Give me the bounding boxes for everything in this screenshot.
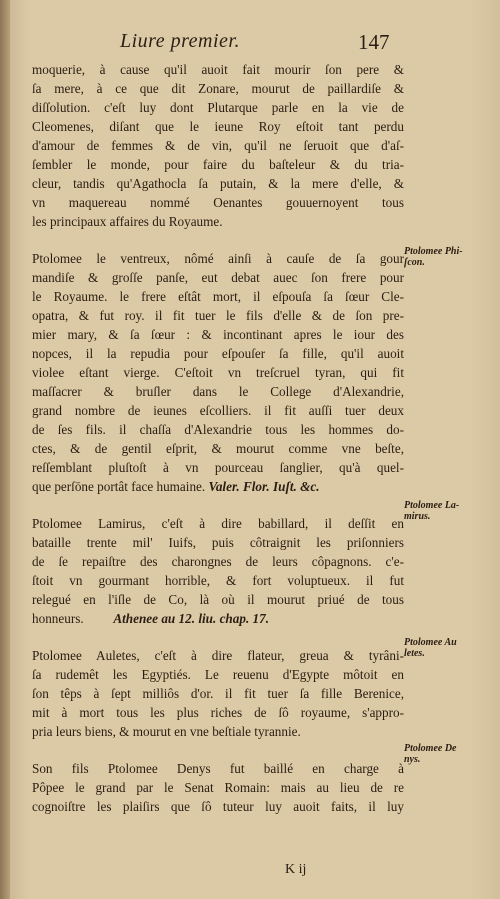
text-line: opatra, & fut roy. il fit tuer le fils d'elle & de ſon pre-: [32, 308, 404, 323]
text-line: d'amour de femmes & de vin, qu'il ne ſeruoit que d'aſ-: [32, 138, 404, 153]
paragraph-ptolomee-physcon: [32, 249, 404, 496]
text-line: Ptolomee le ventreux, nômé ainſi à cauſe de ſa gour: [32, 251, 404, 266]
text-line: Son fils Ptolomee Denys fut baillé en charge à: [32, 761, 404, 776]
citation-reference: Athenee au 12. liu. chap. 17.: [113, 611, 270, 626]
margin-note-physcon: Ptolomee Phi- ſcon.: [404, 246, 463, 268]
paragraph-ptolomee-philopator-end: [32, 60, 404, 231]
signature-mark: K ij: [285, 862, 307, 877]
running-head: Liure premier.: [120, 30, 240, 52]
text-line: diſſolution. c'eſt luy dont Plutarque parle en la vie de: [32, 100, 404, 115]
page-number: 147: [358, 30, 390, 54]
text-line: les principaux affaires du Royaume.: [32, 214, 223, 229]
body-text: [32, 60, 404, 816]
text-line: moquerie, à cause qu'il auoit fait mourir ſon pere &: [32, 62, 404, 77]
text-line: ſtoit vn gourmant horrible, & fort voluptueux. il fut: [32, 573, 404, 588]
text-line: ſembler le monde, pour faire du baſteleur & du tria-: [32, 157, 404, 172]
text-line: pria leurs biens, & mourut en vne beſtiale tyrannie.: [32, 724, 301, 739]
text-line: grand nombre de ieunes eſcolliers. il fit auſſi tuer deux: [32, 403, 404, 418]
margin-note-auletes: Ptolomee Au letes.: [404, 637, 457, 659]
text-line: nopces, il la repudia pour eſpouſer ſa fille, qu'il auoit: [32, 346, 404, 361]
text-line: Cleomenes, diſant que le ieune Roy eſtoit tant perdu: [32, 119, 404, 134]
text-line: de ſe repaiſtre des charongnes de leurs côpagnons. c'e-: [32, 554, 404, 569]
text-line: cleur, tandis qu'Agathocla ſa putain, & la mere d'elle, &: [32, 176, 404, 191]
text-line-content: honneurs.: [32, 611, 84, 626]
text-line: Pôpee le grand par le Senat Romain: mais au lieu de re: [32, 780, 404, 795]
text-line: Ptolomee Lamirus, c'eſt à dire babillard, il deſſit en: [32, 516, 404, 531]
text-line: violee eſtant vierge. C'eſtoit vn treſcruel tyran, qui fit: [32, 365, 404, 380]
text-line: ſon têps à ſept milliôs d'or. il fit tuer ſa fille Berenice,: [32, 686, 404, 701]
text-line: ctes, & de gentil eſprit, & mourut comme vne beſte,: [32, 441, 404, 456]
text-line: vn maquereau nommé Oenantes gouuernoyent tous: [32, 195, 404, 210]
text-line: le Royaume. le frere eſtât mort, il eſpouſa ſa ſœur Cle-: [32, 289, 404, 304]
paragraph-ptolomee-auletes: [32, 646, 404, 741]
text-line: maſſacrer & bruſler dans le College d'Alexandrie,: [32, 384, 404, 399]
text-line: mit à mort tous les plus riches de ſô royaume, s'appro-: [32, 705, 404, 720]
margin-note-lamirus: Ptolomee La- mirus.: [404, 500, 460, 522]
text-line: de ſes fils. il chaſſa d'Alexandrie tous les hommes do-: [32, 422, 404, 437]
paragraph-ptolomee-denys: [32, 759, 404, 816]
text-line-content: que perſōne portât face humaine.: [32, 479, 206, 494]
text-line: [32, 477, 404, 496]
text-line: mier mary, & ſa ſœur : & incontinant apres le iour des: [32, 327, 404, 342]
text-line: [32, 609, 404, 628]
text-line: ſa rudemêt les Egyptiés. Le reuenu d'Egypte môtoit en: [32, 667, 404, 682]
text-line: cognoiſtre les plaiſirs que ſô tuteur luy auoit faits, il luy: [32, 799, 404, 814]
text-line: mandiſe & groſſe panſe, eut debat auec ſon frere pour: [32, 270, 404, 285]
page-header: [0, 30, 500, 56]
text-line: ſa mere, à ce que dit Zonare, mourut de paillardiſe &: [32, 81, 404, 96]
paragraph-ptolomee-lamirus: [32, 514, 404, 628]
text-line: bataille trente mil' Iuifs, puis côtraignit les priſonniers: [32, 535, 404, 550]
text-line: relegué en l'iſle de Co, là où il mourut priué de tous: [32, 592, 404, 607]
book-spine-shadow: [0, 0, 10, 899]
text-line: reſſemblant pluſtoſt à vn pourceau ſanglier, qu'à quel-: [32, 460, 404, 475]
citation-reference: Valer. Flor. Iuſt. &c.: [208, 479, 320, 494]
text-line: Ptolomee Auletes, c'eſt à dire flateur, greua & tyrâni-: [32, 648, 404, 663]
margin-note-denys: Ptolomee De nys.: [404, 743, 457, 765]
